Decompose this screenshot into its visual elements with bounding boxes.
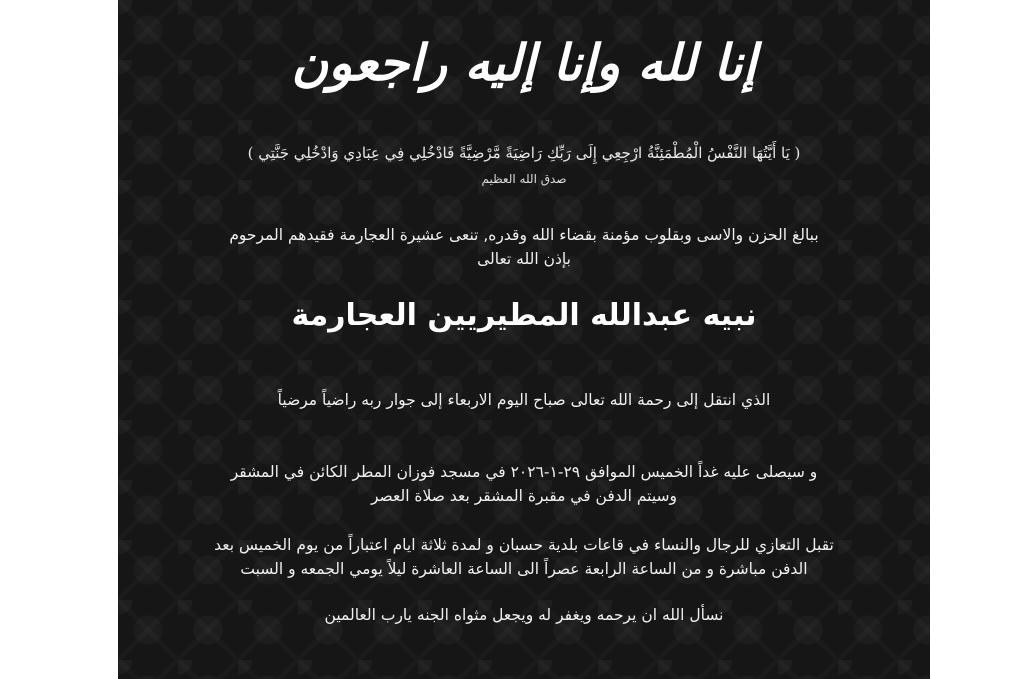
passing-text <box>158 388 890 412</box>
quran-verse: ( يَا أَيَّتُهَا النَّفْسُ الْمُطْمَئِنَّةُ ارْجِعِي إِلَى رَبِّكِ رَاضِيَةً مَّرْضِيَّةً فَادْخُلِي فِي عِبَادِي وَادْخُلِي جَنَّتِي ) <box>247 144 801 162</box>
condolences-text <box>158 533 890 581</box>
deceased-name: نبيه عبدالله المطيريين العجارمة <box>291 298 757 333</box>
condolences-line-2: الدفن مباشرة و من الساعة الرابعة عصراً الى الساعة العاشرة ليلاً يومي الجمعه و السبت <box>240 560 808 578</box>
passing-line-1: الذي انتقل إلى رحمة الله تعالى صباح اليوم الاربعاء إلى جوار ربه راضياً مرضياً <box>277 391 771 409</box>
funeral-text <box>158 460 890 508</box>
prayer-line-1: نسأل الله ان يرحمه ويغفر له ويجعل مثواه الجنه يارب العالمين <box>324 606 724 624</box>
prayer-text <box>158 603 890 627</box>
verse-closing: صدق الله العظيم <box>481 172 567 186</box>
funeral-line-1: و سيصلى عليه غداً الخميس الموافق ٢٩-١-٢٠٢٦ في مسجد فوزان المطر الكائن في المشقر <box>230 463 818 481</box>
announcement-line-2: بإذن الله تعالى <box>477 250 571 268</box>
calligraphy-heading: إنا لله وإنا إليه راجعون <box>291 33 757 92</box>
condolences-line-1: تقبل التعازي للرجال والنساء في قاعات بلدية حسبان و لمدة ثلاثة ايام اعتباراً من يوم الخميس بعد <box>214 536 834 554</box>
obituary-card <box>118 0 930 679</box>
announcement-text <box>158 223 890 271</box>
funeral-line-2: وسيتم الدفن في مقبرة المشقر بعد صلاة العصر <box>371 487 677 505</box>
announcement-line-1: ببالغ الحزن والاسى وبقلوب مؤمنة بقضاء الله وقدره, تنعى عشيرة العجارمة فقيدهم المرحوم <box>229 226 819 244</box>
